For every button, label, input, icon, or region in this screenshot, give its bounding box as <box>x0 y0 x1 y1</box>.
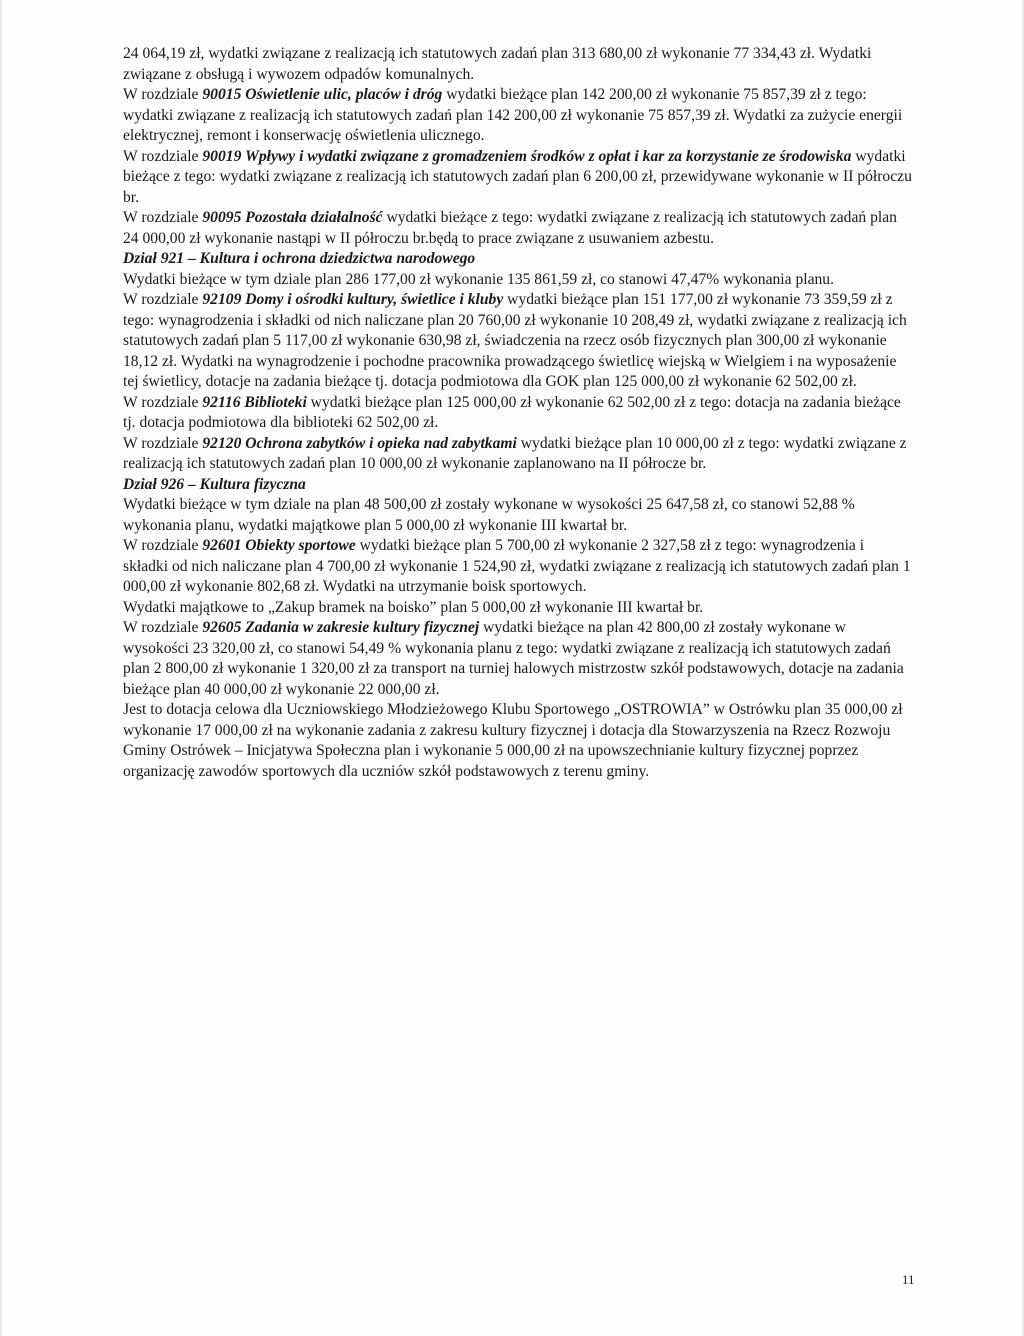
paragraph-text: W rozdziale <box>123 434 203 452</box>
section-heading: 90019 Wpływy i wydatki związane z gromadzeniem środków z opłat i kar za korzystanie ze środowiska <box>202 147 852 165</box>
paragraph <box>123 434 913 475</box>
paragraph-text: Wydatki bieżące w tym dziale plan 286 177,00 zł wykonanie 135 861,59 zł, co stanowi 47,47% wykonania planu. <box>123 270 834 288</box>
paragraph-text: wydatki bieżące plan 142 200,00 zł wykonanie 75 857,39 zł z tego: wydatki związane z realizacją ich statutowych zadań plan 142 200,00 zł wykonanie 75 857,39 zł. Wydatki za zużycie energii elektrycznej, remont i konserwację oświetlenia ulicznego. <box>123 86 903 144</box>
document-body <box>123 44 913 782</box>
page-number: 11 <box>902 1272 915 1287</box>
section-heading: 92109 Domy i ośrodki kultury, świetlice i kluby <box>202 291 504 308</box>
section-heading: 92120 Ochrona zabytków i opieka nad zabytkami <box>202 434 517 452</box>
paragraph <box>123 618 913 700</box>
paragraph <box>123 475 913 496</box>
paragraph <box>123 393 913 434</box>
section-heading: 90015 Oświetlenie ulic, placów i dróg <box>202 86 443 103</box>
paragraph <box>123 290 913 393</box>
paragraph-text: W rozdziale <box>123 86 203 103</box>
paragraph-text: W rozdziale <box>123 147 203 165</box>
paragraph-text: wydatki bieżące z tego: wydatki związane z realizacją ich statutowych zadań plan 24 000,00 zł wykonanie nastąpi w II półroczu br.będą to prace związane z usuwaniem azbestu. <box>123 209 897 247</box>
section-heading: Dział 926 – Kultura fizyczna <box>123 475 306 493</box>
paragraph-text: 24 064,19 zł, wydatki związane z realizacją ich statutowych zadań plan 313 680,00 zł wykonanie 77 334,43 zł. Wydatki związane z obsługą i wywozem odpadów komunalnych. <box>123 45 872 83</box>
paragraph-text: W rozdziale <box>123 537 203 554</box>
paragraph-text: W rozdziale <box>123 393 203 411</box>
paragraph-text: W rozdziale <box>123 619 203 636</box>
paragraph-text: wydatki bieżące z tego: wydatki związane z realizacją ich statutowych zadań plan 6 200,00 zł, przewidywane wykonanie w II półroczu br. <box>123 147 912 206</box>
paragraph-text: Jest to dotacja celowa dla Uczniowskiego Młodzieżowego Klubu Sportowego „OSTROWIA” w Ostrówku plan 35 000,00 zł wykonanie 17 000,00 zł na wykonanie zadania z zakresu kultury fizycznej i dotacja dla Stowarzyszenia na Rzecz Rozwoju Gminy Ostrówek – Inicjatywa Społeczna plan i wykonanie 5 000,00 zł na upowszechnianie kultury fizycznej poprzez organizację zawodów sportowych dla uczniów szkół podstawowych z terenu gminy. <box>123 701 903 780</box>
section-heading: 92601 Obiekty sportowe <box>202 537 356 554</box>
paragraph <box>123 85 913 147</box>
paragraph-text: Wydatki majątkowe to „Zakup bramek na boisko” plan 5 000,00 zł wykonanie III kwartał br. <box>123 598 704 616</box>
paragraph-text: Wydatki bieżące w tym dziale na plan 48 500,00 zł zostały wykonane w wysokości 25 647,58 zł, co stanowi 52,88 % wykonania planu, wydatki majątkowe plan 5 000,00 zł wykonanie III kwartał br. <box>123 496 855 534</box>
paragraph <box>123 270 913 291</box>
paragraph-text: W rozdziale <box>123 291 203 308</box>
section-heading: 92116 Biblioteki <box>202 393 307 411</box>
section-heading: 90095 Pozostała działalność <box>202 209 383 226</box>
paragraph-text: wydatki bieżące plan 5 700,00 zł wykonanie 2 327,58 zł z tego: wynagrodzenia i składki od nich naliczane plan 4 700,00 zł wykonanie 1 524,90 zł, wydatki związane z realizacją ich statutowych zadań plan 1 000,00 zł wykonanie 802,68 zł. Wydatki na utrzymanie boisk sportowych. <box>123 537 911 595</box>
section-heading: Dział 921 – Kultura i ochrona dziedzictwa narodowego <box>123 250 476 267</box>
paragraph <box>123 598 913 619</box>
paragraph <box>123 700 913 782</box>
paragraph <box>123 495 913 536</box>
paragraph-text: wydatki bieżące na plan 42 800,00 zł zostały wykonane w wysokości 23 320,00 zł, co stanowi 54,49 % wykonania planu z tego: wydatki związane z realizacją ich statutowych zadań plan 2 800,00 zł wykonanie 1 320,00 zł za transport na turniej halowych mistrzostw szkół podstawowych, dotacje na zadania bieżące plan 40 000,00 zł wykonanie 22 000,00 zł. <box>123 619 904 698</box>
paragraph-text: wydatki bieżące plan 10 000,00 zł z tego: wydatki związane z realizacją ich statutowych zadań plan 10 000,00 zł wykonanie zaplanowano na II półrocze br. <box>123 434 907 472</box>
paragraph <box>123 249 913 270</box>
paragraph <box>123 44 913 85</box>
paragraph <box>123 536 913 598</box>
section-heading: 92605 Zadania w zakresie kultury fizycznej <box>202 619 480 636</box>
paragraph-text: wydatki bieżące plan 151 177,00 zł wykonanie 73 359,59 zł z tego: wynagrodzenia i składki od nich naliczane plan 20 760,00 zł wykonanie 10 208,49 zł, wydatki związane z realizacją ich statutowych zadań plan 5 117,00 zł wykonanie 630,98 zł, świadczenia na rzecz osób fizycznych plan 300,00 zł wykonanie 18,12 zł. Wydatki na wynagrodzenie i pochodne pracownika prowadzącego świetlicę wiejską w Wielgiem i na wyposażenie tej świetlicy, dotacje na zadania bieżące tj. dotacja podmiotowa dla GOK plan 125 000,00 zł wykonanie 62 502,00 zł. <box>123 291 907 390</box>
paragraph <box>123 208 913 249</box>
paragraph-text: W rozdziale <box>123 209 203 226</box>
paragraph <box>123 147 913 209</box>
paragraph-text: wydatki bieżące plan 125 000,00 zł wykonanie 62 502,00 zł z tego: dotacja na zadania bieżące tj. dotacja podmiotowa dla biblioteki 62 502,00 zł. <box>123 393 901 431</box>
